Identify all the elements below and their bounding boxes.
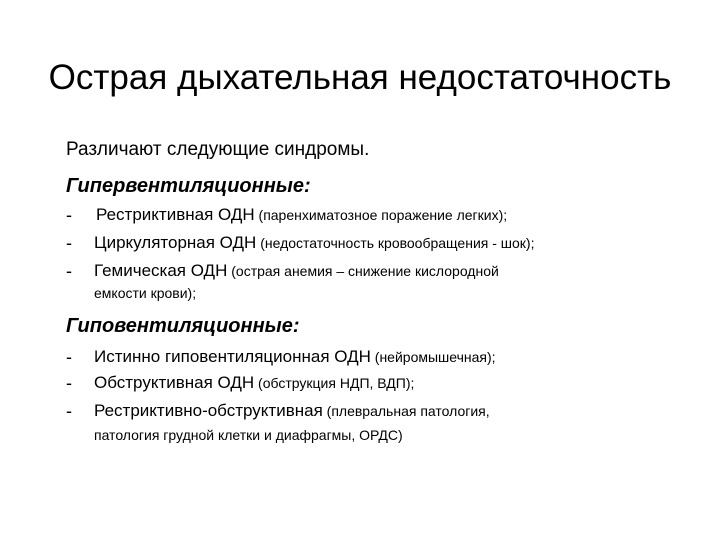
item-text: [94, 232, 534, 255]
item-detail: (острая анемия – снижение кислородной: [227, 263, 499, 279]
hyperventilation-heading: Гипервентиляционные:: [66, 175, 311, 197]
bullet-dash: -: [66, 373, 72, 393]
item-text: [96, 204, 507, 227]
bullet-dash: -: [66, 401, 72, 421]
item-main: Циркуляторная ОДН: [94, 233, 257, 252]
intro-text: Различают следующие синдромы.: [66, 139, 370, 160]
item-main: Рестриктивно-обструктивная: [94, 401, 323, 420]
bullet-dash: -: [66, 347, 72, 367]
item-detail: (недостаточность кровообращения - шок);: [256, 235, 535, 251]
bullet-dash: -: [66, 261, 72, 281]
item-text: [94, 260, 499, 283]
item-continuation: емкости крови);: [94, 285, 197, 301]
hypoventilation-heading: Гиповентиляционные:: [66, 315, 300, 337]
item-continuation: патология грудной клетки и диафрагмы, ОРДС): [94, 427, 403, 443]
item-detail: (плевральная патология,: [322, 403, 490, 419]
item-detail: (паренхиматозное поражение легких);: [254, 207, 508, 223]
item-text: [94, 372, 414, 395]
item-detail: (нейромышечная);: [370, 349, 496, 365]
item-main: Рестриктивная ОДН: [96, 205, 255, 224]
item-text: [94, 400, 490, 423]
item-detail: (обструкция НДП, ВДП);: [254, 375, 415, 391]
bullet-dash: -: [66, 205, 72, 225]
bullet-dash: -: [66, 233, 72, 253]
item-text: [94, 346, 496, 369]
item-main: Истинно гиповентиляционная ОДН: [94, 347, 371, 366]
slide-title: Острая дыхательная недостаточность: [48, 58, 672, 97]
item-main: Обструктивная ОДН: [94, 373, 255, 392]
item-main: Гемическая ОДН: [94, 261, 228, 280]
